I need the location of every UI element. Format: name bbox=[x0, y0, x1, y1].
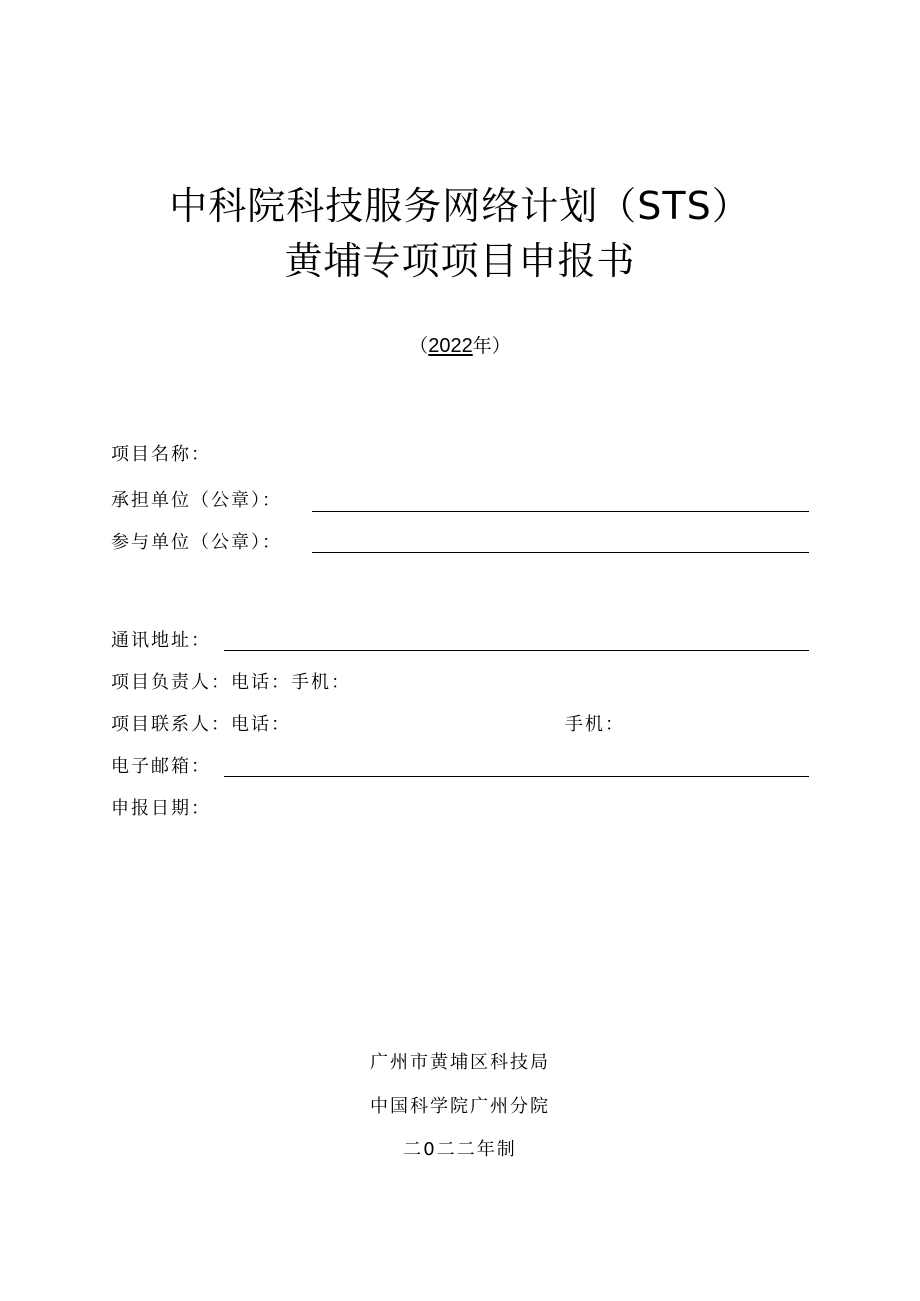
project-name-label: 项目名称： bbox=[111, 444, 211, 465]
year-suffix: 年） bbox=[472, 335, 511, 357]
date-label: 申报日期： bbox=[111, 798, 211, 819]
footer-issuer-1: 广州市黄埔区科技局 bbox=[370, 1052, 550, 1073]
contact-mobile-label: 手机： bbox=[565, 714, 625, 735]
address-label: 通讯地址： bbox=[111, 630, 211, 651]
footer-made-year: 二0二二年制 bbox=[403, 1139, 517, 1160]
year-open-paren: （ bbox=[409, 335, 429, 357]
document-title-line-1: 中科院科技服务网络计划（STS） bbox=[169, 184, 751, 228]
project-contact-label: 项目联系人：电话： bbox=[111, 714, 291, 735]
undertaking-unit-line bbox=[312, 511, 809, 512]
document-title-line-2: 黄埔专项项目申报书 bbox=[284, 239, 636, 283]
address-line bbox=[224, 650, 809, 651]
year-label bbox=[0, 333, 920, 359]
email-label: 电子邮箱： bbox=[111, 756, 211, 777]
email-line bbox=[224, 776, 809, 777]
undertaking-unit-label: 承担单位（公章）： bbox=[111, 490, 282, 511]
participating-unit-label: 参与单位（公章）： bbox=[111, 532, 282, 553]
footer-issuer-2: 中国科学院广州分院 bbox=[370, 1096, 550, 1117]
project-leader-label: 项目负责人：电话：手机： bbox=[111, 672, 351, 693]
participating-unit-line bbox=[312, 552, 809, 553]
year-value: 2022 bbox=[428, 335, 473, 357]
